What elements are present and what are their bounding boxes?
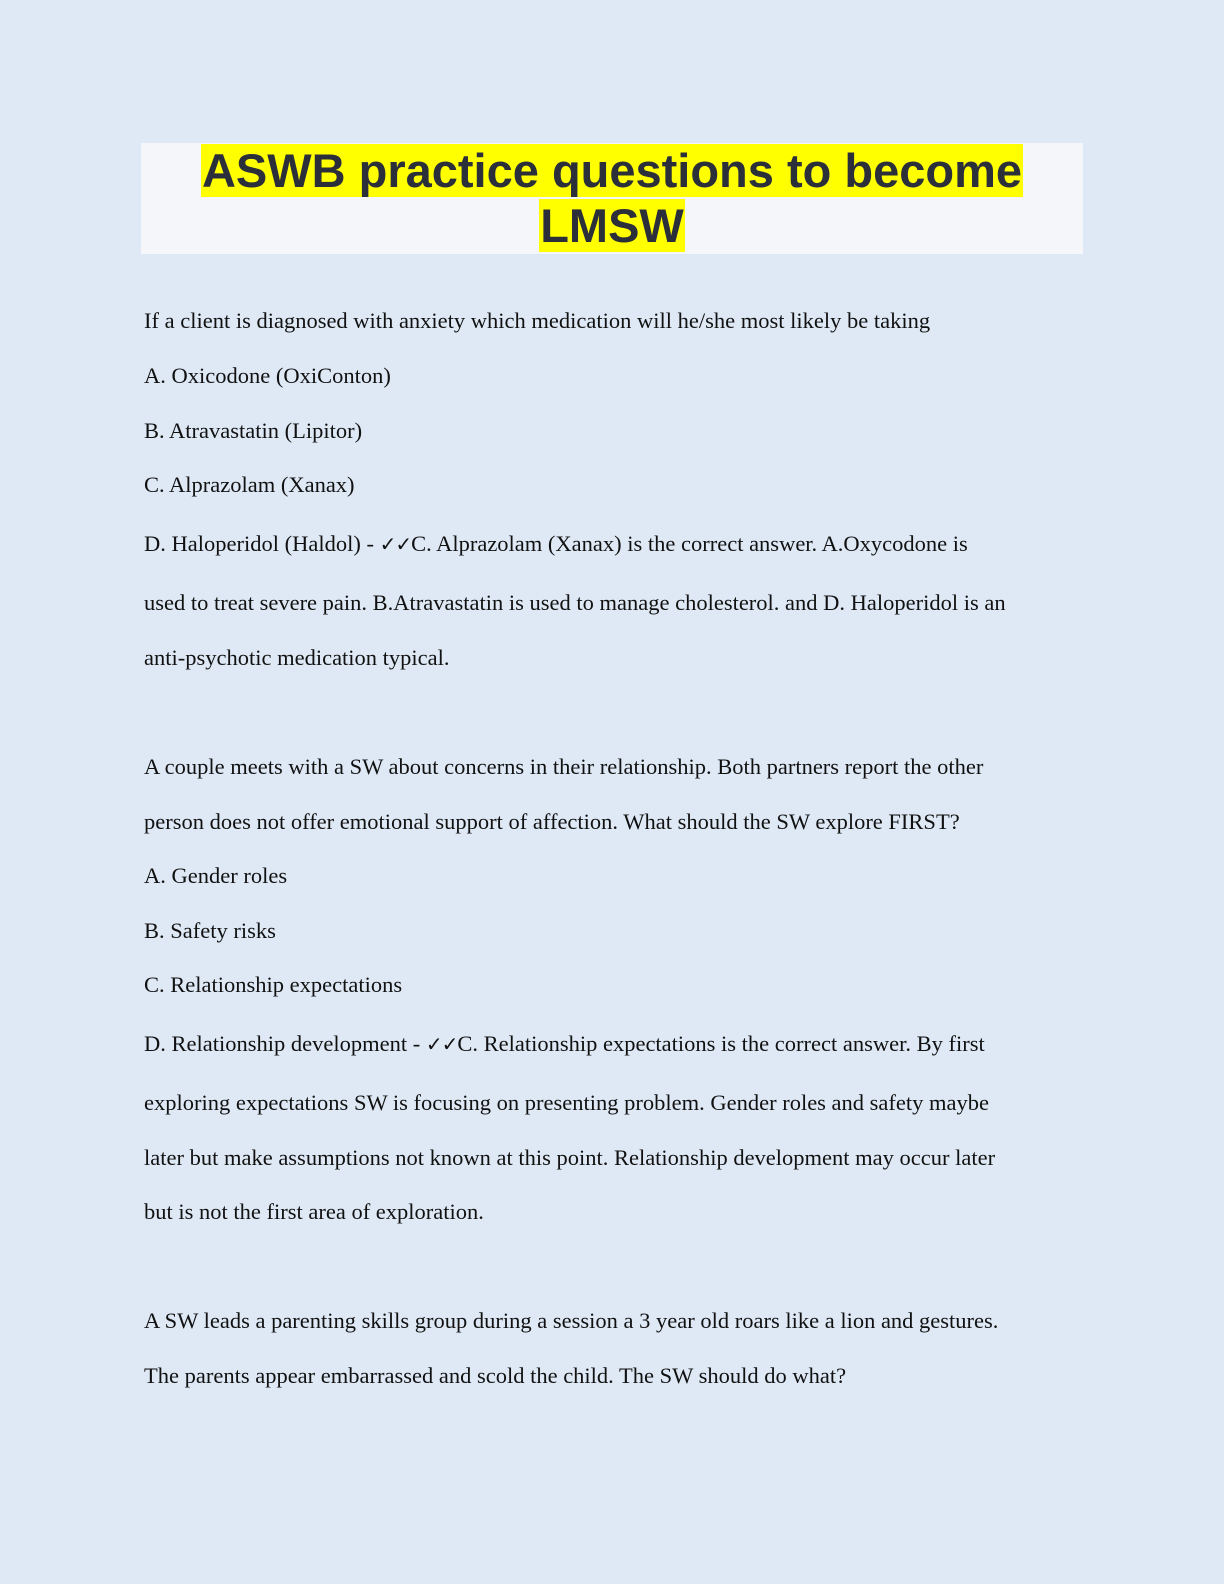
question-1-option-b: B. Atravastatin (Lipitor) <box>144 418 363 443</box>
question-1-answer-line: anti-psychotic medication typical. <box>144 645 450 670</box>
question-2-stem-line: A couple meets with a SW about concerns in their relationship. Both partners report the other <box>144 754 984 779</box>
check-mark-icon: ✓✓ <box>425 1032 458 1056</box>
question-3-stem-line: The parents appear embarrassed and scold the child. The SW should do what? <box>144 1363 847 1388</box>
question-2-option-b: B. Safety risks <box>144 918 276 943</box>
question-3-stem-line: A SW leads a parenting skills group during a session a 3 year old roars like a lion and gestures. <box>144 1308 999 1333</box>
document-title <box>141 143 1083 254</box>
question-2-answer-line: later but make assumptions not known at this point. Relationship development may occur later <box>144 1145 996 1170</box>
question-2-answer-line: but is not the first area of exploration. <box>144 1199 484 1224</box>
check-mark-icon: ✓✓ <box>379 532 412 556</box>
question-1-option-a: A. Oxicodone (OxiConton) <box>144 363 391 388</box>
question-2-option-a: A. Gender roles <box>144 863 288 888</box>
title-line-2: LMSW <box>540 199 684 252</box>
question-2-option-c: C. Relationship expectations <box>144 972 403 997</box>
question-1-stem: If a client is diagnosed with anxiety which medication will he/she most likely be taking <box>144 308 931 333</box>
question-2-answer-start: C. Relationship expectations is the correct answer. By first <box>457 1031 985 1056</box>
question-2-option-d: D. Relationship development - <box>144 1031 426 1056</box>
question-1-option-d-answer <box>144 531 968 557</box>
question-1-option-c: C. Alprazolam (Xanax) <box>144 472 355 497</box>
title-line-1: ASWB practice questions to become <box>201 144 1023 197</box>
question-2-stem-line: person does not offer emotional support of affection. What should the SW explore FIRST? <box>144 809 960 834</box>
question-1-answer-line: used to treat severe pain. B.Atravastatin is used to manage cholesterol. and D. Haloperidol is an <box>144 590 1006 615</box>
question-1-option-d: D. Haloperidol (Haldol) - <box>144 531 380 556</box>
question-1-answer-start: C. Alprazolam (Xanax) is the correct answer. A.Oxycodone is <box>411 531 968 556</box>
question-2-option-d-answer <box>144 1031 985 1057</box>
question-2-answer-line: exploring expectations SW is focusing on presenting problem. Gender roles and safety maybe <box>144 1090 989 1115</box>
